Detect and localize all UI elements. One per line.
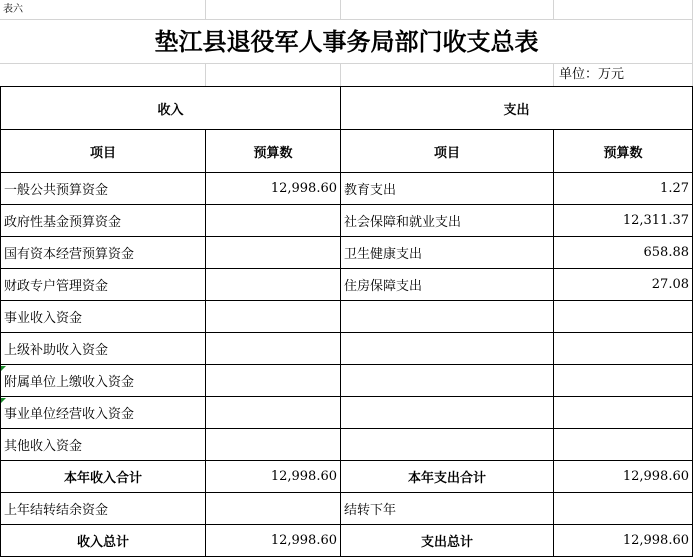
income-item-cell[interactable]: 政府性基金预算资金 [1,205,206,237]
expense-value-cell[interactable]: 27.08 [554,269,693,301]
income-item-cell[interactable]: 国有资本经营预算资金 [1,237,206,269]
income-value-cell[interactable] [206,269,341,301]
expense-value-cell[interactable] [554,333,693,365]
expense-grand-total-label[interactable]: 支出总计 [341,525,554,557]
page-title: 垫江县退役军人事务局部门收支总表 [154,27,539,56]
table-row [1,333,693,365]
expense-item-cell[interactable] [341,365,554,397]
carry-over-row [1,493,693,525]
table-row [1,269,693,301]
income-year-total-label[interactable]: 本年收入合计 [1,461,206,493]
year-total-row [1,461,693,493]
expense-item-cell[interactable] [341,301,554,333]
expense-year-total-value[interactable]: 12,998.60 [554,461,693,493]
income-item-cell[interactable]: 事业单位经营收入资金 [1,397,206,429]
table-row [1,301,693,333]
gridline [205,0,206,20]
cell-note-indicator [1,366,6,371]
income-value-cell[interactable] [206,365,341,397]
expense-grand-total-value[interactable]: 12,998.60 [554,525,693,557]
income-value-cell[interactable] [206,397,341,429]
income-item-cell[interactable]: 附属单位上缴收入资金 [1,365,206,397]
income-grand-total-label[interactable]: 收入总计 [1,525,206,557]
income-value-cell[interactable] [206,301,341,333]
column-header-row [1,130,693,173]
expense-year-total-label[interactable]: 本年支出合计 [341,461,554,493]
section-header-row [1,87,693,130]
expense-item-cell[interactable]: 住房保障支出 [341,269,554,301]
expense-value-cell[interactable] [554,365,693,397]
income-grand-total-value[interactable]: 12,998.60 [206,525,341,557]
expense-item-cell[interactable]: 社会保障和就业支出 [341,205,554,237]
income-item-cell[interactable]: 一般公共预算资金 [1,173,206,205]
gridline [553,0,554,20]
income-header[interactable]: 收入 [1,87,341,130]
table-row [1,237,693,269]
expense-carry-label[interactable]: 结转下年 [341,493,554,525]
income-item-cell[interactable]: 事业收入资金 [1,301,206,333]
table-row [1,173,693,205]
income-item-header[interactable]: 项目 [1,130,206,173]
gridline [205,64,206,86]
expense-value-cell[interactable] [554,429,693,461]
expense-item-cell[interactable] [341,333,554,365]
cell-note-indicator [1,398,6,403]
income-budget-header[interactable]: 预算数 [206,130,341,173]
grand-total-row [1,525,693,557]
income-item-cell[interactable]: 其他收入资金 [1,429,206,461]
income-value-cell[interactable] [206,333,341,365]
table-row [1,205,693,237]
income-value-cell[interactable] [206,429,341,461]
income-item-cell[interactable]: 财政专户管理资金 [1,269,206,301]
expense-value-cell[interactable] [554,301,693,333]
expense-value-cell[interactable]: 658.88 [554,237,693,269]
income-carry-value[interactable] [206,493,341,525]
expense-value-cell[interactable]: 12,311.37 [554,205,693,237]
income-value-cell[interactable] [206,205,341,237]
income-year-total-value[interactable]: 12,998.60 [206,461,341,493]
unit-label: 单位：万元 [559,67,625,82]
expense-item-cell[interactable] [341,397,554,429]
expense-item-cell[interactable] [341,429,554,461]
expense-budget-header[interactable]: 预算数 [554,130,693,173]
expense-item-cell[interactable]: 教育支出 [341,173,554,205]
income-item-cell[interactable]: 上级补助收入资金 [1,333,206,365]
income-value-cell[interactable] [206,237,341,269]
expense-value-cell[interactable]: 1.27 [554,173,693,205]
gridline [553,64,554,86]
expense-item-cell[interactable]: 卫生健康支出 [341,237,554,269]
expense-carry-value[interactable] [554,493,693,525]
sheet-label: 表六 [3,4,23,15]
gridline [340,0,341,20]
table-row [1,365,693,397]
expense-value-cell[interactable] [554,397,693,429]
expense-item-header[interactable]: 项目 [341,130,554,173]
income-value-cell[interactable]: 12,998.60 [206,173,341,205]
table-row [1,429,693,461]
table-row [1,397,693,429]
expense-header[interactable]: 支出 [341,87,693,130]
income-carry-label[interactable]: 上年结转结余资金 [1,493,206,525]
budget-table [0,86,693,557]
gridline [340,64,341,86]
